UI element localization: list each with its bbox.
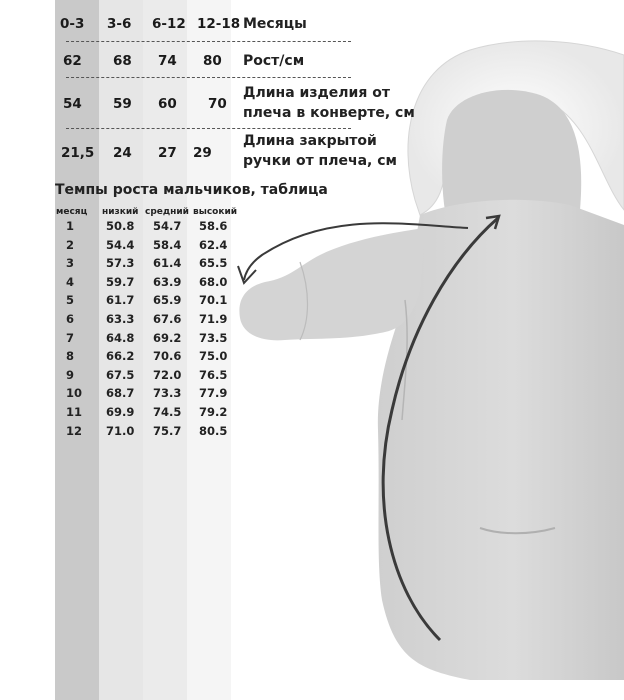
growth-cell-low: 63.3 [106, 312, 135, 326]
growth-cell-high: 65.5 [199, 256, 228, 271]
growth-cell-high: 58.6 [199, 219, 228, 233]
age-12-18: 12-18 [197, 16, 241, 32]
growth-cell-average: 72.0 [153, 367, 182, 382]
length-12-18: 70 [208, 96, 227, 112]
growth-cell-month: 6 [66, 312, 75, 326]
growth-cell-high: 75.0 [199, 349, 228, 364]
header-average: средний [145, 207, 189, 217]
sleeve-0-3: 21,5 [61, 145, 95, 161]
growth-cell-high: 70.1 [199, 293, 228, 308]
ages-label: Месяцы [243, 16, 307, 32]
age-3-6: 3-6 [107, 16, 132, 32]
growth-cell-average: 65.9 [153, 293, 182, 308]
length-3-6: 59 [113, 96, 132, 112]
age-6-12: 6-12 [152, 16, 186, 32]
growth-cell-low: 64.8 [106, 330, 135, 345]
growth-cell-high: 76.5 [199, 367, 228, 382]
growth-cell-high: 73.5 [199, 330, 228, 345]
divider [66, 77, 351, 78]
length-label-line-1: Длина изделия от [243, 85, 390, 101]
growth-cell-month: 4 [66, 274, 75, 289]
growth-cell-high: 77.9 [199, 386, 228, 401]
sleeve-label-line-1: Длина закрытой [243, 133, 377, 149]
growth-cell-average: 74.5 [153, 405, 182, 419]
growth-cell-low: 71.0 [106, 423, 135, 438]
growth-cell-month: 2 [66, 237, 75, 252]
sleeve-label-line-2: ручки от плеча, см [243, 153, 397, 169]
growth-cell-average: 67.6 [153, 312, 182, 326]
growth-cell-low: 59.7 [106, 274, 135, 289]
sleeve-6-12: 27 [158, 145, 177, 161]
height-0-3: 62 [63, 53, 82, 69]
divider [66, 41, 351, 42]
length-0-3: 54 [63, 96, 82, 112]
divider [66, 128, 351, 129]
growth-cell-month: 11 [66, 405, 83, 419]
growth-cell-high: 68.0 [199, 274, 228, 289]
height-3-6: 68 [113, 53, 132, 69]
growth-cell-month: 1 [66, 219, 75, 233]
growth-cell-month: 7 [66, 330, 75, 345]
growth-cell-month: 10 [66, 386, 83, 401]
growth-cell-average: 63.9 [153, 274, 182, 289]
height-6-12: 74 [158, 53, 177, 69]
growth-cell-average: 70.6 [153, 349, 182, 364]
growth-cell-month: 8 [66, 349, 75, 364]
growth-cell-low: 54.4 [106, 237, 135, 252]
growth-cell-average: 61.4 [153, 256, 182, 271]
header-month: месяц [56, 207, 88, 217]
header-high: высокий [193, 207, 238, 217]
growth-cell-average: 69.2 [153, 330, 182, 345]
growth-cell-high: 79.2 [199, 405, 228, 419]
growth-cell-average: 75.7 [153, 423, 182, 438]
growth-cell-month: 3 [66, 256, 75, 271]
growth-cell-high: 80.5 [199, 423, 228, 438]
growth-cell-average: 73.3 [153, 386, 182, 401]
growth-cell-month: 12 [66, 423, 83, 438]
sleeve-3-6: 24 [113, 145, 132, 161]
growth-cell-high: 62.4 [199, 237, 228, 252]
heights-label: Рост/см [243, 53, 305, 69]
height-12-18: 80 [203, 53, 222, 69]
growth-cell-high: 71.9 [199, 312, 228, 326]
growth-cell-low: 61.7 [106, 293, 135, 308]
growth-table-title: Темпы роста мальчиков, таблица [55, 182, 328, 198]
suit-sleeve [239, 228, 425, 340]
growth-cell-average: 58.4 [153, 237, 182, 252]
length-6-12: 60 [158, 96, 177, 112]
header-low: низкий [102, 207, 139, 217]
sleeve-12-18: 29 [193, 145, 212, 161]
growth-cell-low: 69.9 [106, 405, 135, 419]
growth-cell-low: 57.3 [106, 256, 135, 271]
growth-cell-month: 9 [66, 367, 75, 382]
growth-cell-month: 5 [66, 293, 75, 308]
age-0-3: 0-3 [60, 16, 85, 32]
growth-cell-low: 50.8 [106, 219, 135, 233]
growth-cell-low: 68.7 [106, 386, 135, 401]
length-label-line-2: плеча в конверте, см [243, 105, 415, 121]
growth-cell-low: 66.2 [106, 349, 135, 364]
growth-cell-average: 54.7 [153, 219, 182, 233]
growth-cell-low: 67.5 [106, 367, 135, 382]
